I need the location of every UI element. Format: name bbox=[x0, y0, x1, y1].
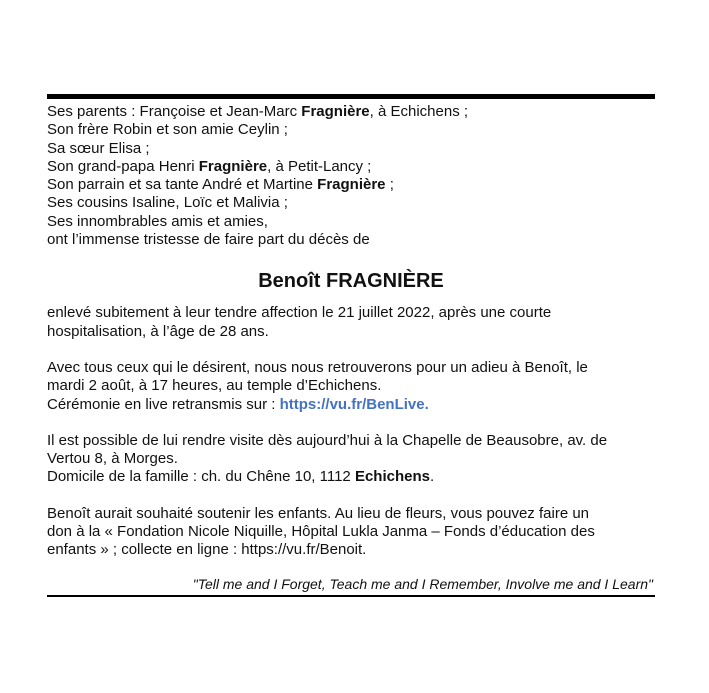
deceased-name: Benoît FRAGNIÈRE bbox=[258, 270, 444, 293]
obituary-notice bbox=[47, 94, 655, 597]
ceremony-paragraph: Avec tous ceux qui le désirent, nous nous retrouverons pour un adieu à Benoît, le mardi 2 août, à 17 heures, au temple d’Echichens. Cérémonie en live retransmis sur : https://vu.fr/BenLive. bbox=[47, 358, 588, 413]
closing-quote: "Tell me and I Forget, Teach me and I Remember, Involve me and I Learn" bbox=[192, 575, 653, 592]
family-line: Sa sœur Elisa ; bbox=[47, 139, 150, 157]
family-line: Son frère Robin et son amie Ceylin ; bbox=[47, 121, 288, 139]
bottom-divider bbox=[47, 595, 655, 597]
donation-paragraph: Benoît aurait souhaité soutenir les enfants. Au lieu de fleurs, vous pouvez faire un don à la « Fondation Nicole Niquille, Hôpital Lukla Janma – Fonds d’éducation des enfants » ; collecte en ligne : https://vu.fr/Benoit. bbox=[47, 504, 595, 559]
visit-paragraph: Il est possible de lui rendre visite dès aujourd’hui à la Chapelle de Beausobre, av. de Vertou 8, à Morges. Domicile de la famille : ch. du Chêne 10, 1112 Echichens. bbox=[47, 431, 608, 486]
family-line: Ses parents : Françoise et Jean-Marc Fragnière, à Echichens ; bbox=[47, 103, 469, 120]
family-line: Ses innombrables amis et amies, bbox=[47, 212, 268, 230]
family-line: Son grand-papa Henri Fragnière, à Petit-Lancy ; bbox=[47, 157, 372, 175]
passing-paragraph: enlevé subitement à leur tendre affection le 21 juillet 2022, après une courte hospitalisation, à l’âge de 28 ans. bbox=[47, 304, 552, 340]
top-divider bbox=[47, 94, 655, 99]
family-line: Son parrain et sa tante André et Martine Fragnière ; bbox=[47, 176, 394, 194]
family-line: Ses cousins Isaline, Loïc et Malivia ; bbox=[47, 194, 288, 212]
family-list bbox=[47, 103, 655, 249]
livestream-link[interactable]: https://vu.fr/BenLive. bbox=[279, 395, 429, 413]
family-line: ont l’immense tristesse de faire part du décès de bbox=[47, 231, 370, 249]
